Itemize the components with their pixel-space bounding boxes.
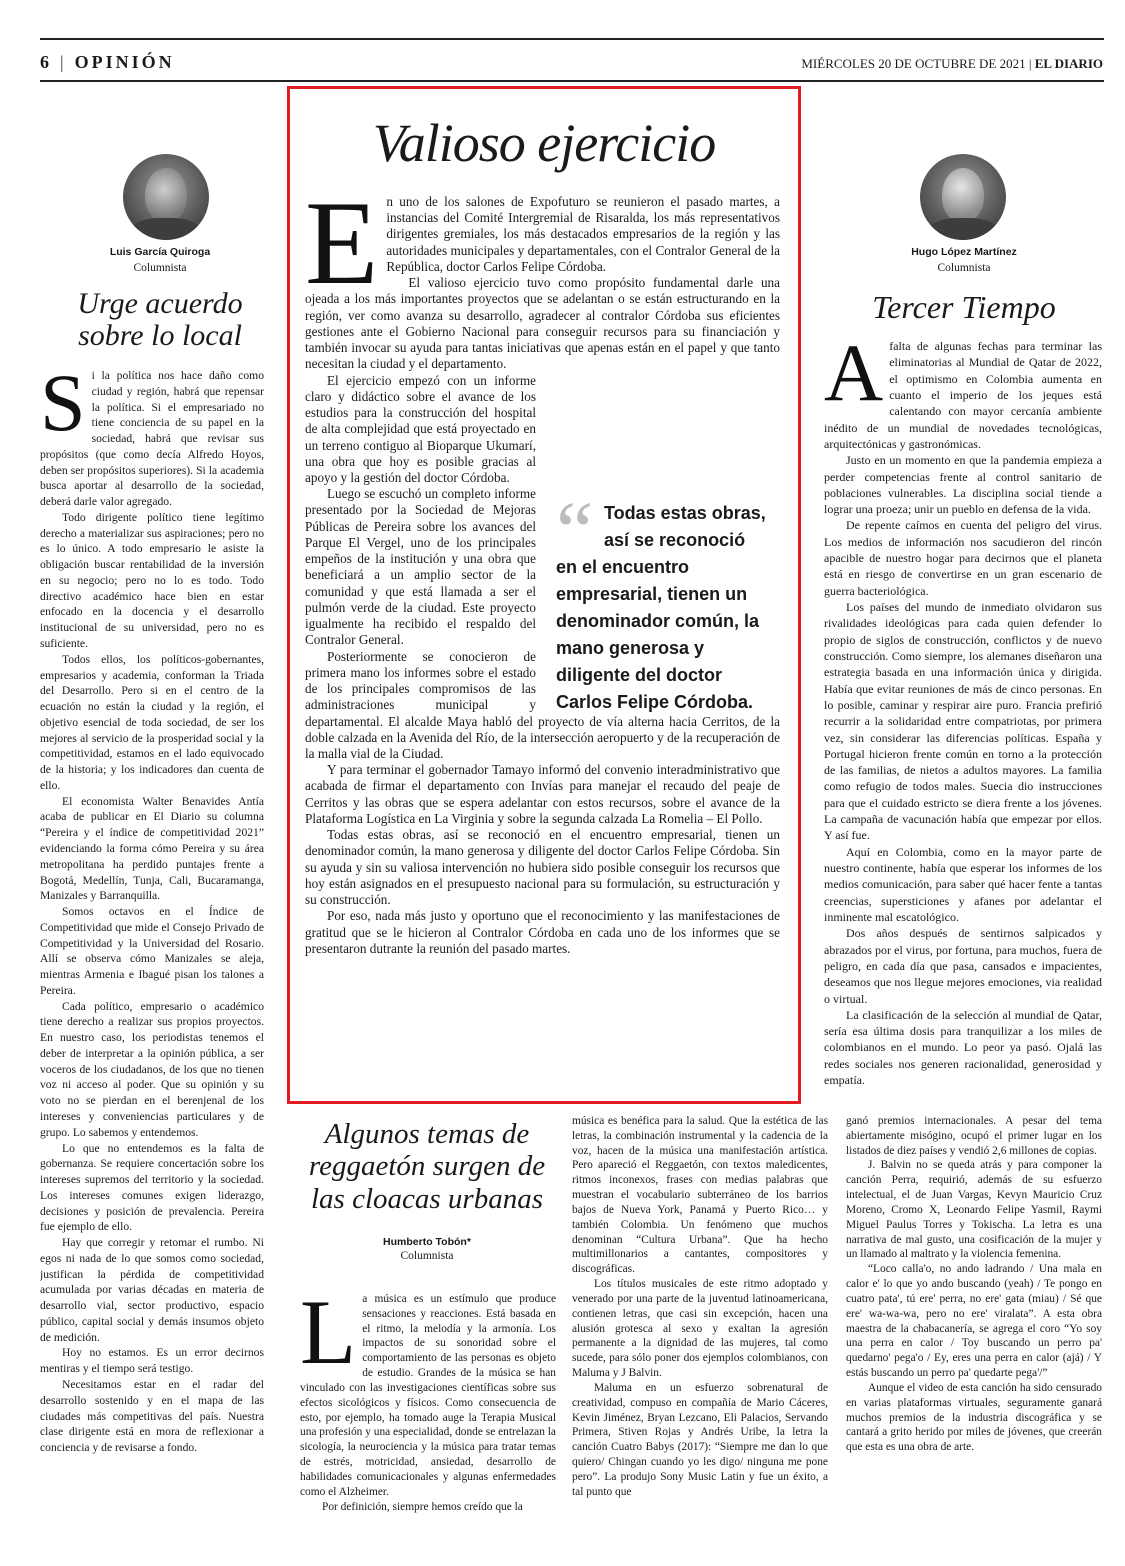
author-role-bottom: Columnista	[400, 1250, 454, 1262]
top-rule	[40, 38, 1104, 40]
paragraph: Hoy no estamos. Es un error decirnos mentiras y el tiempo será testigo.	[40, 1346, 264, 1376]
paragraph: De repente caímos en cuenta del peligro del virus. Los medios de información nos sacudieron del rincón apacible de nuestro hogar para decirnos que el planeta está en riesgo de convertirse en un gran escenario de guerra bacteriológica.	[824, 518, 1102, 598]
paragraph: El economista Walter Benavides Antía acaba de publicar en El Diario su columna “Pereira y el índice de competitividad 2021” evidenciando la forma cómo Pereira y su área metropolitana ha perdido puntajes frente a Bogotá, Medellín, Tunja, Cali, Bucaramanga, Manizales y Barranquilla.	[40, 794, 264, 903]
quote-mark-icon: “	[556, 485, 594, 578]
paragraph: Lo que no entendemos es la falta de gobernanza. Se requiere concertación sobre los intereses supremos del territorio y la sociedad. Los intereses comunes exigen liderazgo, decisiones y posición de prevalencia. Pereira fue ejemplo de ello.	[40, 1141, 264, 1234]
paragraph: El valioso ejercicio tuvo como propósito fundamental darle una ojeada a los más importantes proyectos que se adelantan o se están estructurando en la región, ver como avanza su desarrollo, agradecer al contralor Córdoba sus eficientes gestiones ante el Gobierno Nacional para conseguir recursos para su financiación y también invocar su ayuda para tantas iniciativas que apenas están en el papel y que tanto necesitan la ciudad y el departamento.	[305, 275, 780, 372]
paragraph: Los títulos musicales de este ritmo adoptado y venerado por una parte de la juventud latinoamericana, contienen letras, que casi sin excepción, hacen una alusión grotesca al sexo y exaltan la agresión permanente a la dignidad de las mujeres, tal como sucede, para sólo poner dos ejemplos colombianos, con Maluma y J Balvin.	[572, 1278, 828, 1380]
paragraph: Justo en un momento en que la pandemia empieza a perder competencias frente al control sanitario de poblaciones vulnerables. La disciplina social tiende a lograr una proeza; unir un pueblo en defensa de la vida.	[824, 453, 1102, 517]
paragraph: La clasificación de la selección al mundial de Qatar, sería esa última dosis para tranquilizar a los miles de colombianos en el mundo. Lo peor ya pasó. Ojalá las redes sociales nos generen racionalidad, generosidad y empatía.	[824, 1007, 1102, 1088]
paper-name: EL DIARIO	[1034, 56, 1103, 71]
paragraph: Por definición, siempre hemos creído que la	[322, 1500, 523, 1513]
paragraph: Necesitamos estar en el radar del desarrollo sostenido y en el mapa de las ciudades más competitivas del país. Nuestra clase dirigente está en mora de reflexionar a conciencia y de revisarse a fondo.	[40, 1378, 264, 1455]
paragraph: Todas estas obras, así se reconoció en el encuentro empresarial, tienen un denominador común, la mano generosa y diligente del doctor Carlos Felipe Córdoba. Sin su ayuda y sin su valiosa intervención no hubiera sido posible conseguir los recursos que hoy están asignados en el presupuesto nacional para su formulación, su estructuración y su construcción.	[305, 827, 780, 908]
author-photo-left	[123, 154, 209, 240]
bottom-title-line: reggaetón surgen de	[308, 1150, 546, 1183]
page-header: 6 | OPINIÓN	[40, 52, 175, 72]
drop-cap-main: E	[305, 194, 379, 309]
column-body-left	[40, 368, 264, 1553]
author-name-right: Hugo López Martínez	[911, 246, 1017, 258]
paragraph: n uno de los salones de Expofuturo se reunieron el pasado martes, a instancias del Comité Intergremial de Risaralda, los más representativos dirigentes gremiales, los más destacados empresarios de la región y las autoridades municipales y departamentales, con el Contralor General de la República, doctor Carlos Felipe Córdoba.	[386, 194, 780, 274]
author-name-bottom: Humberto Tobón*	[383, 1236, 471, 1248]
paragraph: Maluma en un esfuerzo sobrenatural de creatividad, compuso en compañía de Mario Cáceres, Kevin Jiménez, Bryan Lezcano, Eli Palacios, Servando Primera, Stiven Rojas y Andrés Uribe, la letra la canción Cuatro Babys (2017): “Siempre me dan lo que quiero/ Chingan cuando yo les digo/ ninguna me pone pero”. La produjo Sony Music Latin y fue un éxito, a tal punto que	[572, 1381, 828, 1498]
drop-cap-right: A	[824, 338, 884, 418]
paragraph: Cada político, empresario o académico tiene derecho a realizar sus propios proyectos. En nuestro caso, los periodistas tenemos el deber de interpretar a la opinión pública, a ser voceros de los ciudadanos, de los que no tienen voz ni acceso al poder. Que su opinión y su voto no se pierdan en el berenjenal de los intereses y conveniencias particulares y de grupo. Lo sabemos y entendemos.	[40, 999, 264, 1139]
bottom-col-3	[846, 1114, 1102, 1554]
paragraph: “Loco calla'o, no ando ladrando / Una mala en calor e' lo que yo ando buscando (yeah) / Te pongo en cuatro pata', tú ere' perra, no ere' gata (miau) / Sé que ere' wa-wa-wa, pero no ere' viralata”. A esta obra maestra de la chabacanería, se agrega el coro “Yo soy una perra en calor / Toy buscando un perro pa' quedarno' pega'o / Ey, eres una perra en calor (ajá) / Y estás buscando un perro pa' quedarte pega'/”	[846, 1263, 1102, 1380]
column-body-right	[824, 338, 1102, 1098]
paragraph: falta de algunas fechas para terminar las eliminatorias al Mundial de Qatar de 2022, el optimismo en Colombia aumenta en cuanto el imperio de los jeques está calentando con mayor cercanía ambiente inédito de un mundial de novedades tecnológicas, arquitectónicas y gastronómicas.	[824, 339, 1102, 451]
editorial-title: Valioso ejercicio	[372, 113, 716, 173]
header-rule	[40, 80, 1104, 82]
issue-date: MIÉRCOLES 20 DE OCTUBRE DE 2021	[801, 56, 1026, 71]
paragraph: i la política nos hace daño como ciudad y región, habrá que repensar la política. Si el empresariado no tiene conciencia de su papel en la sociedad, habrá que revisar sus propósitos (que como decía Alfredo Hoyos, deben ser propósitos superiores). Si la academia busca aportar al desarrollo de la sociedad, deberá darle valor agregado.	[40, 369, 264, 509]
column-title-left-line2: sobre lo local	[78, 319, 242, 353]
pull-quote-text: en el encuentro empresarial, tienen un denominador común, la mano generosa y diligente del doctor Carlos Felipe Córdoba.	[556, 557, 760, 712]
paragraph: J. Balvin no se queda atrás y para componer la canción Perra, requirió, además de su esfuerzo intelectual, el de Juan Vargas, Kevyn Mauricio Cruz Moreno, Cromo X, Leonardo Felipe Yasmil, Raymi Miguel Paulus Torres y Tokischa. La letra es una narrativa de mal gusto, una cosificación de la mujer y un llamado al maltrato y la violencia femenina.	[846, 1159, 1102, 1261]
date-line: MIÉRCOLES 20 DE OCTUBRE DE 2021 | EL DIARIO	[801, 56, 1103, 71]
column-title-left-line1: Urge acuerdo	[77, 287, 243, 320]
paragraph: Todo dirigente político tiene legítimo derecho a materializar sus aspiraciones; pero no es lo único. A todo empresario le asiste la obligación buscar rentabilidad de la inversión en su negocio; pero no lo es todo. Todo directivo académico hace bien en estar enfocado en la docencia y el desarrollo institucional de su universidad, pero no es suficiente.	[40, 510, 264, 651]
bottom-article-title	[296, 1118, 558, 1215]
paragraph: Aunque el video de esta canción ha sido censurado en varias plataformas virtuales, seguramente ganará muchos premios de la industria discográfica y se cantará a grito herido por miles de jóvenes, que creerán que esta es una obra de arte.	[846, 1381, 1102, 1454]
drop-cap-bottom: L	[300, 1292, 357, 1383]
paragraph: Luego se escuchó un completo informe presentado por la Sociedad de Mejoras Públicas de Pereira sobre los avances del Parque El Vergel, uno de los principales empeños de la institución y una obra que beneficiará a un amplio sector de la comunidad y que está llamada a ser el pulmón verde de la ciudad. Este proyecto igualmente ha recibido el respaldo del Contralor General.	[305, 486, 536, 648]
pull-quote-line: Todas estas obras,	[604, 503, 766, 523]
author-name-left: Luis García Quiroga	[109, 246, 211, 258]
author-photo-right	[920, 154, 1006, 240]
section-name: OPINIÓN	[74, 52, 175, 72]
paragraph: ganó premios internacionales. A pesar del tema abiertamente misógino, ocupó el primer lugar en los listados de diez países y vendió 2,6 millones de copias.	[846, 1115, 1102, 1157]
paragraph: música es benéfica para la salud. Que la estética de las letras, la combinación instrumental y la cadencia de la voz, hacen de la música una manifestación artística. Pero apareció el Reggaetón, con textos maledicentes, ritmos inconexos, frases con medias palabras que muestran el vocabulario subterráneo de los barrios bajos de Nueva York, Panamá y Puerto Rico… y también Colombia. Un fenómeno que muchos denominan “Cultura Urbana”. Que ha hecho multimillonarios a cantantes, compositores y discográficas.	[572, 1115, 828, 1276]
paragraph: Y para terminar el gobernador Tamayo informó del convenio interadministrativo que acabada de firmar el departamento con Invías para manejar el recaudo del peaje de Cerritos y las obras que se espera adelantar con estos recursos, sobre el avance de la Plataforma Logística en La Virginia y sobre la segunda calzada La Romelia – El Pollo.	[305, 762, 780, 826]
pull-quote-line: así se reconoció	[604, 530, 746, 550]
bottom-title-line: Algunos temas de	[324, 1118, 530, 1150]
paragraph: a música es un estímulo que produce sensaciones y reacciones. Está basada en el ritmo, la melodía y la armonía. Los impactos de su sonoridad sobre el comportamiento de las personas es objeto de estudio. Grandes de la música se han vinculado con las investigaciones científicas sobre sus efectos sicológicos y físicos. Como consecuencia de esto, por ejemplo, ha tomado auge la Terapia Musical una profesión y una especialidad, donde se entrelazan la sicología, la neurociencia y la música para tratar temas de estrés, motricidad, ansiedad, desarrollo de habilidades comunicacionales y algunas enfermedades como el Alzheimer.	[300, 1293, 556, 1498]
paragraph: Los países del mundo de inmediato olvidaron sus rivalidades ideológicas para cada quien defender lo propio de siglos de construcción, conflictos y de nuevo construcción. Como siempre, los alemanes diseñaron una estrategia basada en una información única y dirigida. Había que evitar reuniones de más de cinco personas. En lo posible, caminar y respirar aire puro. Francia prefirió recurrir a la solidaridad entre compatriotas, por primera vez, sin considerar las diferencias políticas. España y Portugal hicieron frente común en torno a la protección de las familias, de nietos a adultos mayores. La familia como refugio de todos males. Suecia dio instrucciones para que el cuidado estricto se diera frente a los jóvenes. La campaña de vacunación había que empezar por ellos. Y así fue.	[824, 600, 1102, 843]
column-title-left	[40, 288, 280, 353]
paragraph: El ejercicio empezó con un informe claro y didáctico sobre el avance de los estudios para la construcción del hospital de alta complejidad que está proyectado en un terreno contiguo al Bioparque Ukumarí, una obra que hoy es posible gracias al apoyo y la gestión del doctor Córdoba.	[305, 372, 536, 485]
paragraph: Somos octavos en el Índice de Competitividad que mide el Consejo Privado de Competitividad y la Universidad del Rosario. Allí se observa cómo Manizales se aleja, mientras Armenia e Ibagué pisan los talones a Pereira.	[40, 905, 264, 997]
column-title-right: Tercer Tiempo	[872, 289, 1056, 325]
paragraph: Aquí en Colombia, como en la mayor parte de nuestro continente, había que esperar los informes de los medios comunicación, para saber qué hacer fente a tantas creencias, supersticiones y afanes por adelantar el inminente mal escatológico.	[824, 844, 1102, 924]
bottom-col-2	[572, 1114, 828, 1554]
paragraph: Por eso, nada más justo y oportuno que el reconocimiento y las manifestaciones de gratitud que se le hicieron al Contralor Córdoba en cada uno de los informes que se presentaron dutrante la reunión del pasado martes.	[305, 908, 780, 956]
author-role-left: Columnista	[133, 262, 187, 274]
drop-cap-left: S	[40, 368, 86, 448]
paragraph: Dos años después de sentirnos salpicados y abrazados por el virus, por fortuna, para muchos, fuera de peligro, en cada día que pasa, cansados e impacientes, deseamos que nos llegue mejores emociones, via realidad o virtual.	[824, 926, 1102, 1006]
page-number: 6	[40, 52, 52, 72]
paragraph: Posteriormente se conocieron de primera mano los informes sobre el estado de los principales compromisos de las administraciones municipal y departamental. El alcalde Maya habló del proyecto de vía alterna hacia Cerritos, de la doble calzada en la Avenida del Río, de la intersección aeropuerto y de la recuperación de la malla vial de la Ciudad.	[305, 648, 780, 761]
paragraph: Todos ellos, los políticos-gobernantes, empresarios y academia, conforman la Triada del Desarrollo. Pero si en el centro de la ecuación no están la ciudad y la región, el objetivo esencial de toda sociedad, de ser los mejores al servicio de la prosperidad social y la competitividad, estamos en el lado equivocado de la historia; y los indicadores dan cuenta de ello.	[40, 652, 264, 792]
author-role-right: Columnista	[937, 262, 991, 274]
paragraph: Hay que corregir y retomar el rumbo. Ni egos ni nada de lo que somos como sociedad, justifican la pérdida de competitividad acumulada por varias décadas en materia de desarrollo vial, sector productivo, espacio público, capital social y demás insumos objeto de medición.	[40, 1236, 264, 1344]
pull-quote	[556, 485, 781, 716]
bottom-title-line: las cloacas urbanas	[311, 1182, 543, 1215]
bottom-col-1	[300, 1292, 556, 1554]
